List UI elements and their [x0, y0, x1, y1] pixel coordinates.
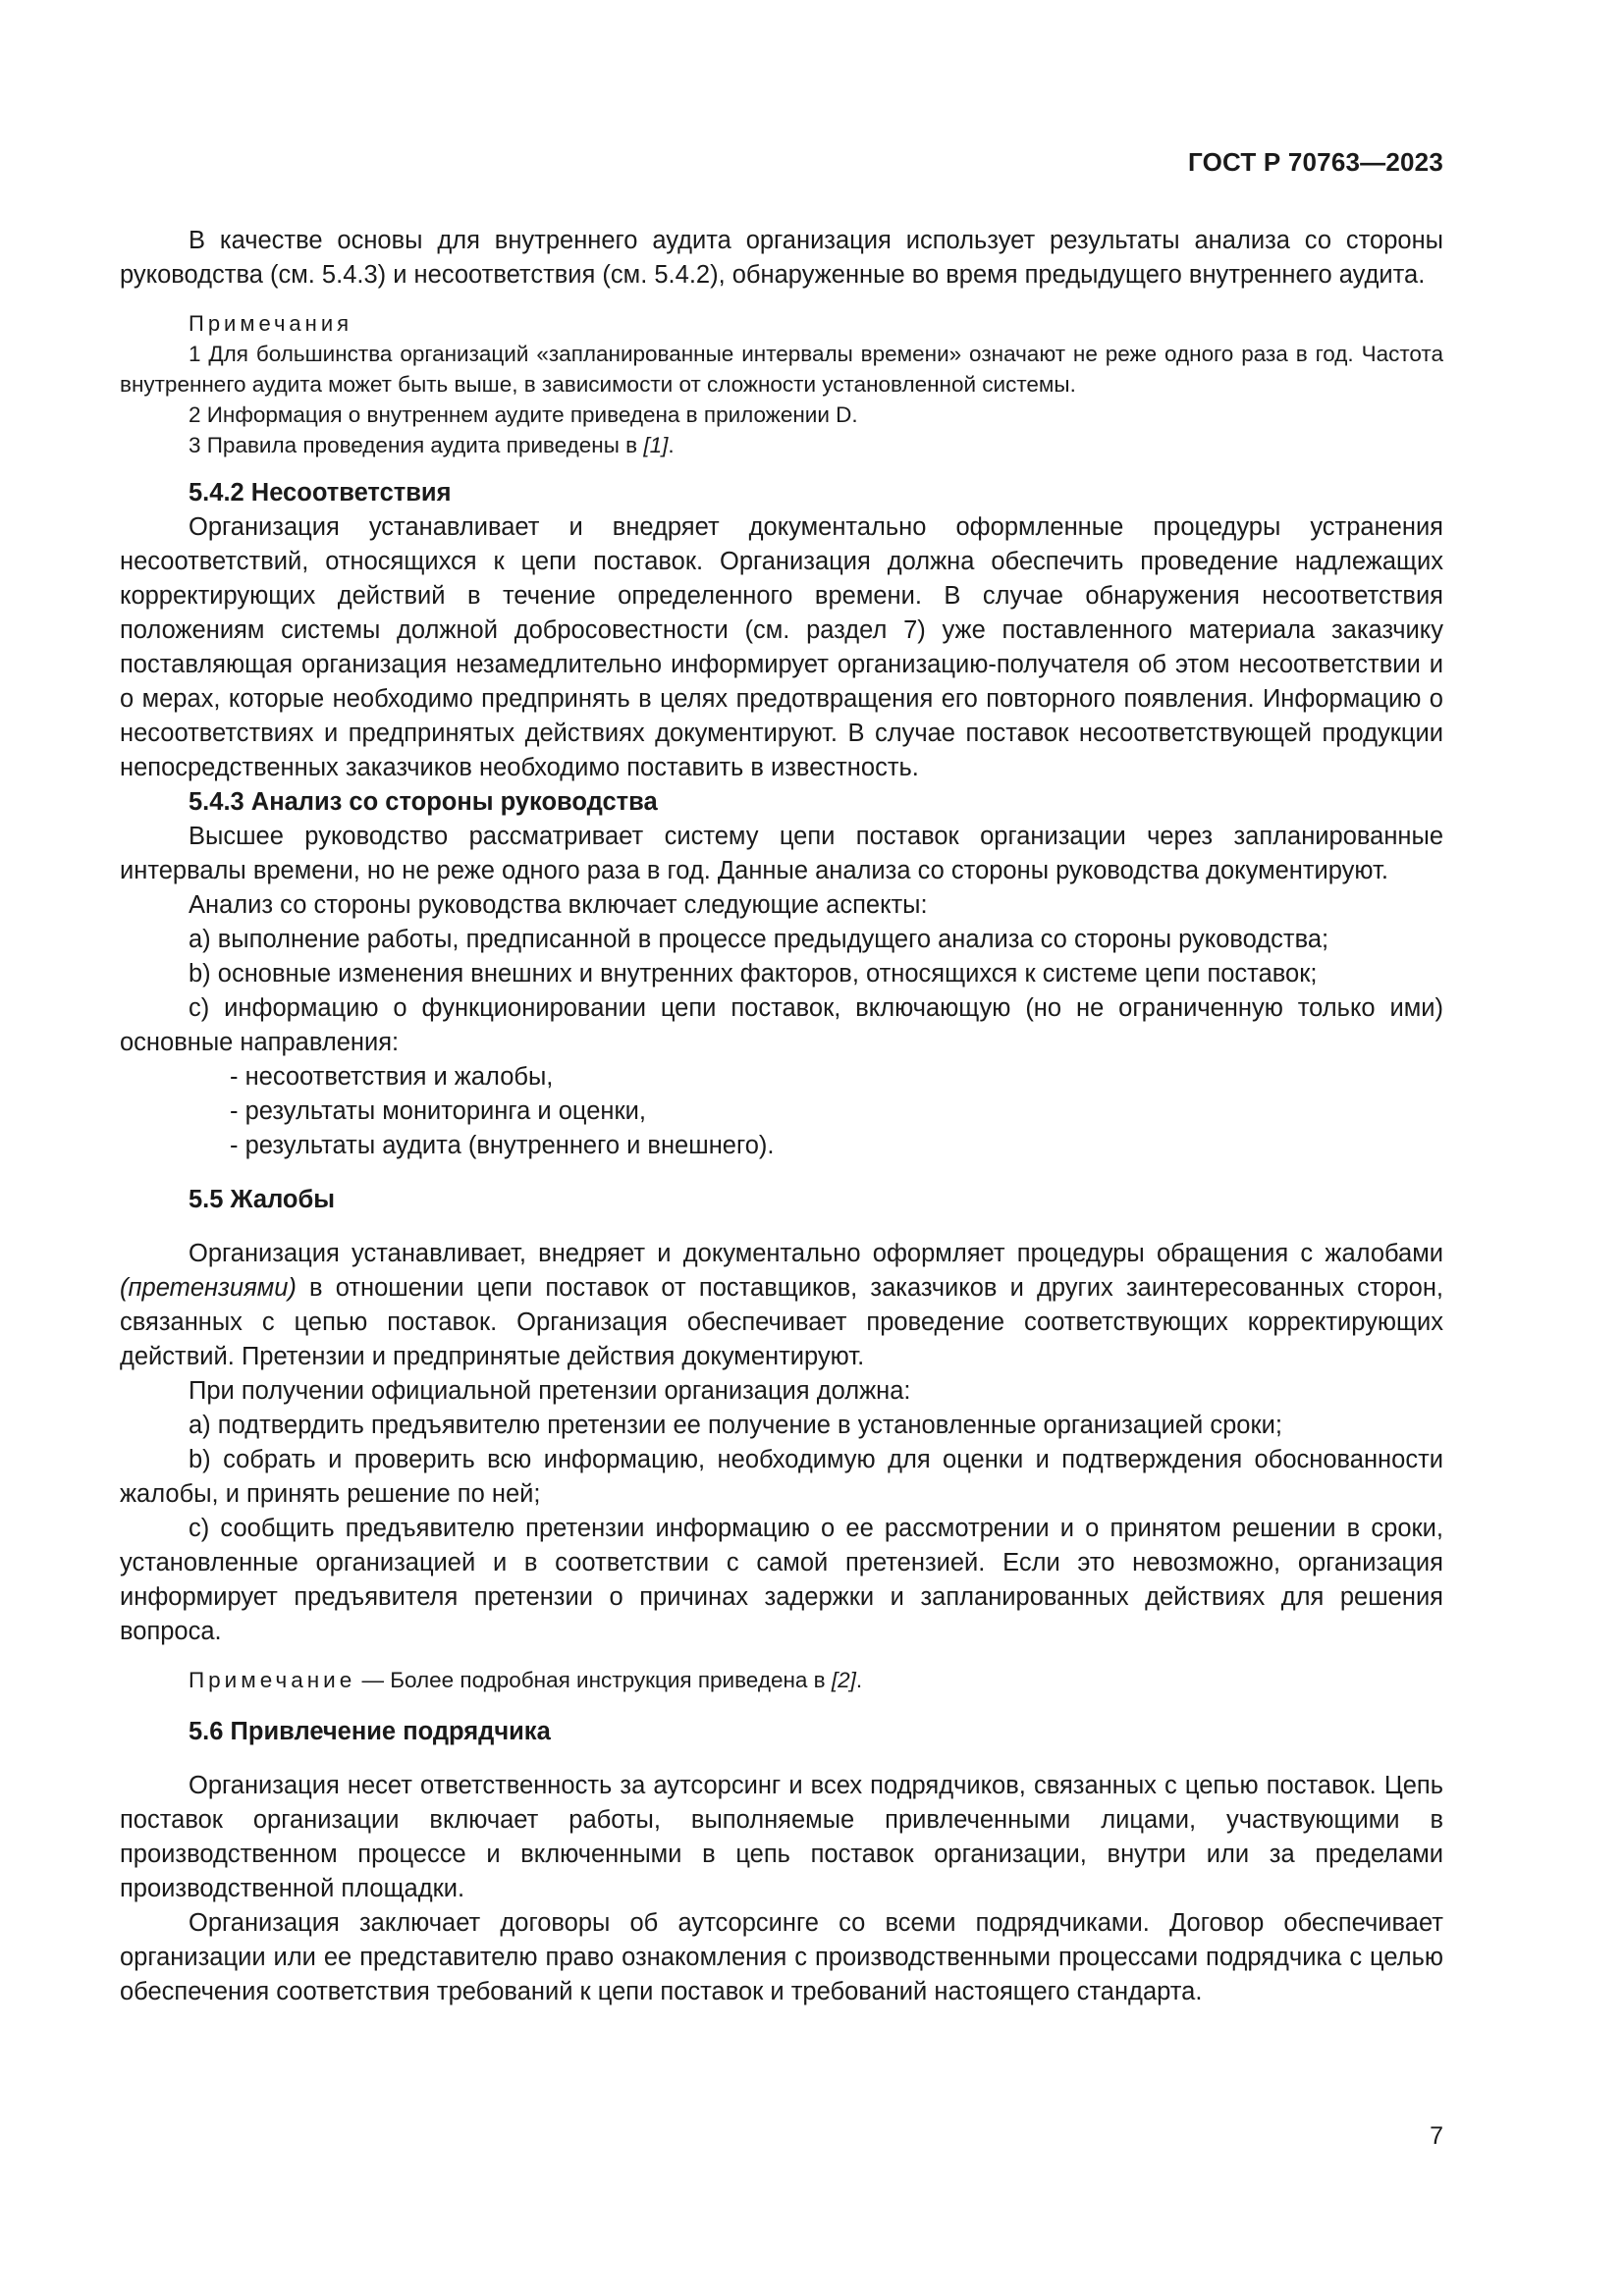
document-code-header: ГОСТ Р 70763—2023	[1188, 147, 1443, 177]
intro-paragraph: В качестве основы для внутреннего аудита организация использует результаты анализа со стороны руководства (см. 5.4.3) и несоответствия (см. 5.4.2), обнаруженные во время предыдущего внутреннего аудита.	[120, 227, 1443, 289]
section-5-5-note-text: — Более подробная инструкция приведена в	[355, 1668, 832, 1692]
section-5-4-3-dash-3: - результаты аудита (внутреннего и внешнего).	[230, 1132, 775, 1159]
note-3-reference: [1]	[643, 433, 669, 457]
section-5-5-paragraph-1-rest: в отношении цепи поставок от поставщиков, заказчиков и других заинтересованных сторон, связанных с цепью поставок. Организация обеспечивает проведение соответствующих корректирующих действий. Претензии и предпринятые действия документируют.	[120, 1274, 1443, 1370]
section-5-5-paragraph-1	[120, 1237, 1443, 1374]
section-5-5-paragraph-1-start: Организация устанавливает, внедряет и документально оформляет процедуры обращения с жалобами	[189, 1240, 1443, 1267]
section-5-4-3-item-b: b) основные изменения внешних и внутренних факторов, относящихся к системе цепи поставок;	[189, 960, 1318, 988]
note-3-end: .	[668, 433, 675, 457]
section-5-5-item-a: a) подтвердить предъявителю претензии ее получение в установленные организацией сроки;	[189, 1412, 1282, 1439]
section-5-5-note-label: Примечание	[189, 1668, 356, 1692]
section-5-4-3-dash-1: - несоответствия и жалобы,	[230, 1063, 554, 1091]
note-2: 2 Информация о внутреннем аудите приведена в приложении D.	[189, 402, 858, 427]
page-number: 7	[1430, 2122, 1443, 2150]
section-5-4-2-paragraph: Организация устанавливает и внедряет документально оформленные процедуры устранения несоответствий, относящихся к цепи поставок. Организация должна обеспечить проведение надлежащих корректирующих действий в течение определенного времени. В случае обнаружения несоответствия положениям системы должной добросовестности (см. раздел 7) уже поставленного материала заказчику поставляющая организация незамедлительно информирует организацию-получателя об этом несоответствии и о мерах, которые необходимо предпринять в целях предотвращения его повторного появления. Информацию о несоответствиях и предпринятых действиях документируют. В случае поставок несоответствующей продукции непосредственных заказчиков необходимо поставить в известность.	[120, 513, 1443, 781]
section-5-5-paragraph-1-emphasis: (претензиями)	[120, 1274, 297, 1302]
note-3-text: 3 Правила проведения аудита приведены в	[189, 433, 644, 457]
section-5-5-paragraph-2: При получении официальной претензии организация должна:	[189, 1377, 911, 1405]
section-5-4-3-item-c: c) информацию о функционировании цепи поставок, включающую (но не ограниченную только ими) основные направления:	[120, 994, 1443, 1056]
section-5-4-3-heading: 5.4.3 Анализ со стороны руководства	[189, 788, 658, 816]
section-5-4-2-heading: 5.4.2 Несоответствия	[189, 479, 452, 507]
section-5-5-note-reference: [2]	[831, 1668, 856, 1692]
section-5-5-item-c: c) сообщить предъявителю претензии информацию о ее рассмотрении и о принятом решении в сроки, установленные организацией и в соответствии с самой претензией. Если это невозможно, организация информирует предъявителя претензии о причинах задержки и запланированных действиях для решения вопроса.	[120, 1515, 1443, 1645]
section-5-5-heading: 5.5 Жалобы	[189, 1186, 336, 1213]
section-5-4-3-paragraph-2: Анализ со стороны руководства включает следующие аспекты:	[189, 891, 928, 919]
section-5-6-heading: 5.6 Привлечение подрядчика	[189, 1718, 551, 1745]
notes-label: Примечания	[189, 311, 353, 336]
document-body	[120, 224, 1443, 2009]
section-5-5-note	[120, 1665, 1443, 1695]
note-1: 1 Для большинства организаций «запланированные интервалы времени» означают не реже одного раза в год. Частота внутреннего аудита может быть выше, в зависимости от сложности установленной системы.	[120, 342, 1443, 397]
section-5-4-3-dash-2: - результаты мониторинга и оценки,	[230, 1097, 646, 1125]
note-3	[120, 430, 1443, 460]
section-5-6-paragraph-1: Организация несет ответственность за аутсорсинг и всех подрядчиков, связанных с цепью поставок. Цепь поставок организации включает работы, выполняемые привлеченными лицами, участвующими в производственном процессе и включенными в цепь поставок организации, внутри или за пределами производственной площадки.	[120, 1772, 1443, 1902]
section-5-4-3-paragraph-1: Высшее руководство рассматривает систему цепи поставок организации через запланированные интервалы времени, но не реже одного раза в год. Данные анализа со стороны руководства документируют.	[120, 823, 1443, 884]
section-5-4-3-item-a: a) выполнение работы, предписанной в процессе предыдущего анализа со стороны руководства;	[189, 926, 1329, 953]
section-5-6-paragraph-2: Организация заключает договоры об аутсорсинге со всеми подрядчиками. Договор обеспечивает организации или ее представителю право ознакомления с производственными процессами подрядчика с целью обеспечения соответствия требований к цепи поставок и требований настоящего стандарта.	[120, 1909, 1443, 2005]
document-page	[120, 0, 1443, 2296]
section-5-5-note-end: .	[855, 1668, 863, 1692]
section-5-5-item-b: b) собрать и проверить всю информацию, необходимую для оценки и подтверждения обоснованности жалобы, и принять решение по ней;	[120, 1446, 1443, 1508]
